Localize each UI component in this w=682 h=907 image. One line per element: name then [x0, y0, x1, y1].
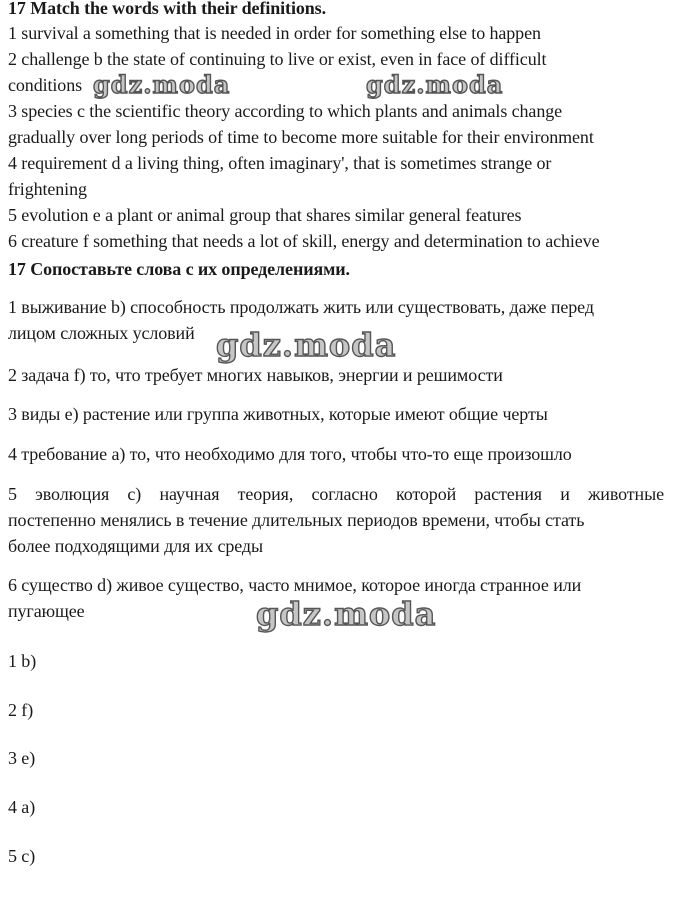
word: 5 [8, 484, 17, 504]
text-line: пугающее [8, 601, 85, 621]
text-line: лицом сложных условий [8, 323, 195, 343]
answer-line: 3 e) [8, 748, 36, 768]
word: научная [159, 484, 220, 504]
watermark: gdz.moda [366, 70, 504, 99]
text-line-justified [8, 483, 664, 505]
word: согласно [311, 484, 378, 504]
text-line: 2 challenge b the state of continuing to live or exist, even in face of difficult [8, 49, 547, 69]
text-line: frightening [8, 179, 87, 199]
exercise-title-en: 17 Match the words with their definitions. [8, 0, 326, 18]
watermark: gdz.moda [256, 595, 437, 633]
text-line: 6 существо d) живое существо, часто мнимое, которое иногда странное или [8, 575, 582, 595]
answer-line: 1 b) [8, 651, 37, 671]
text-line: 1 survival a something that is needed in order for something else to happen [8, 23, 541, 43]
text-line: 2 задача f) то, что требует многих навыков, энергии и решимости [8, 365, 503, 385]
text-line: 6 creature f something that needs a lot of skill, energy and determination to achieve [8, 231, 600, 251]
text-line: 1 выживание b) способность продолжать жить или существовать, даже перед [8, 297, 594, 317]
answer-line: 4 a) [8, 797, 36, 817]
word: теория, [237, 484, 294, 504]
watermark: gdz.moda [93, 70, 231, 99]
answer-line: 2 f) [8, 700, 34, 720]
text-line: conditions [8, 75, 82, 95]
word: и [560, 484, 570, 504]
word: эволюция [35, 484, 110, 504]
text-line: более подходящими для их среды [8, 536, 263, 556]
text-line: постепенно менялись в течение длительных периодов времени, чтобы стать [8, 510, 585, 530]
word: растения [474, 484, 542, 504]
text-line: gradually over long periods of time to become more suitable for their environment [8, 127, 594, 147]
exercise-title-ru: 17 Сопоставьте слова с их определениями. [8, 259, 350, 279]
word: c) [127, 484, 142, 504]
text-line: 3 виды e) растение или группа животных, которые имеют общие черты [8, 404, 548, 424]
text-line: 4 требование a) то, что необходимо для того, чтобы что-то еще произошло [8, 444, 572, 464]
text-line: 3 species c the scientific theory according to which plants and animals change [8, 101, 563, 121]
text-line: 5 evolution e a plant or animal group that shares similar general features [8, 205, 522, 225]
word: которой [395, 484, 457, 504]
text-line: 4 requirement d a living thing, often imaginary', that is sometimes strange or [8, 153, 552, 173]
word: животные [587, 484, 664, 504]
watermark: gdz.moda [216, 326, 397, 364]
answer-line: 5 c) [8, 846, 36, 866]
